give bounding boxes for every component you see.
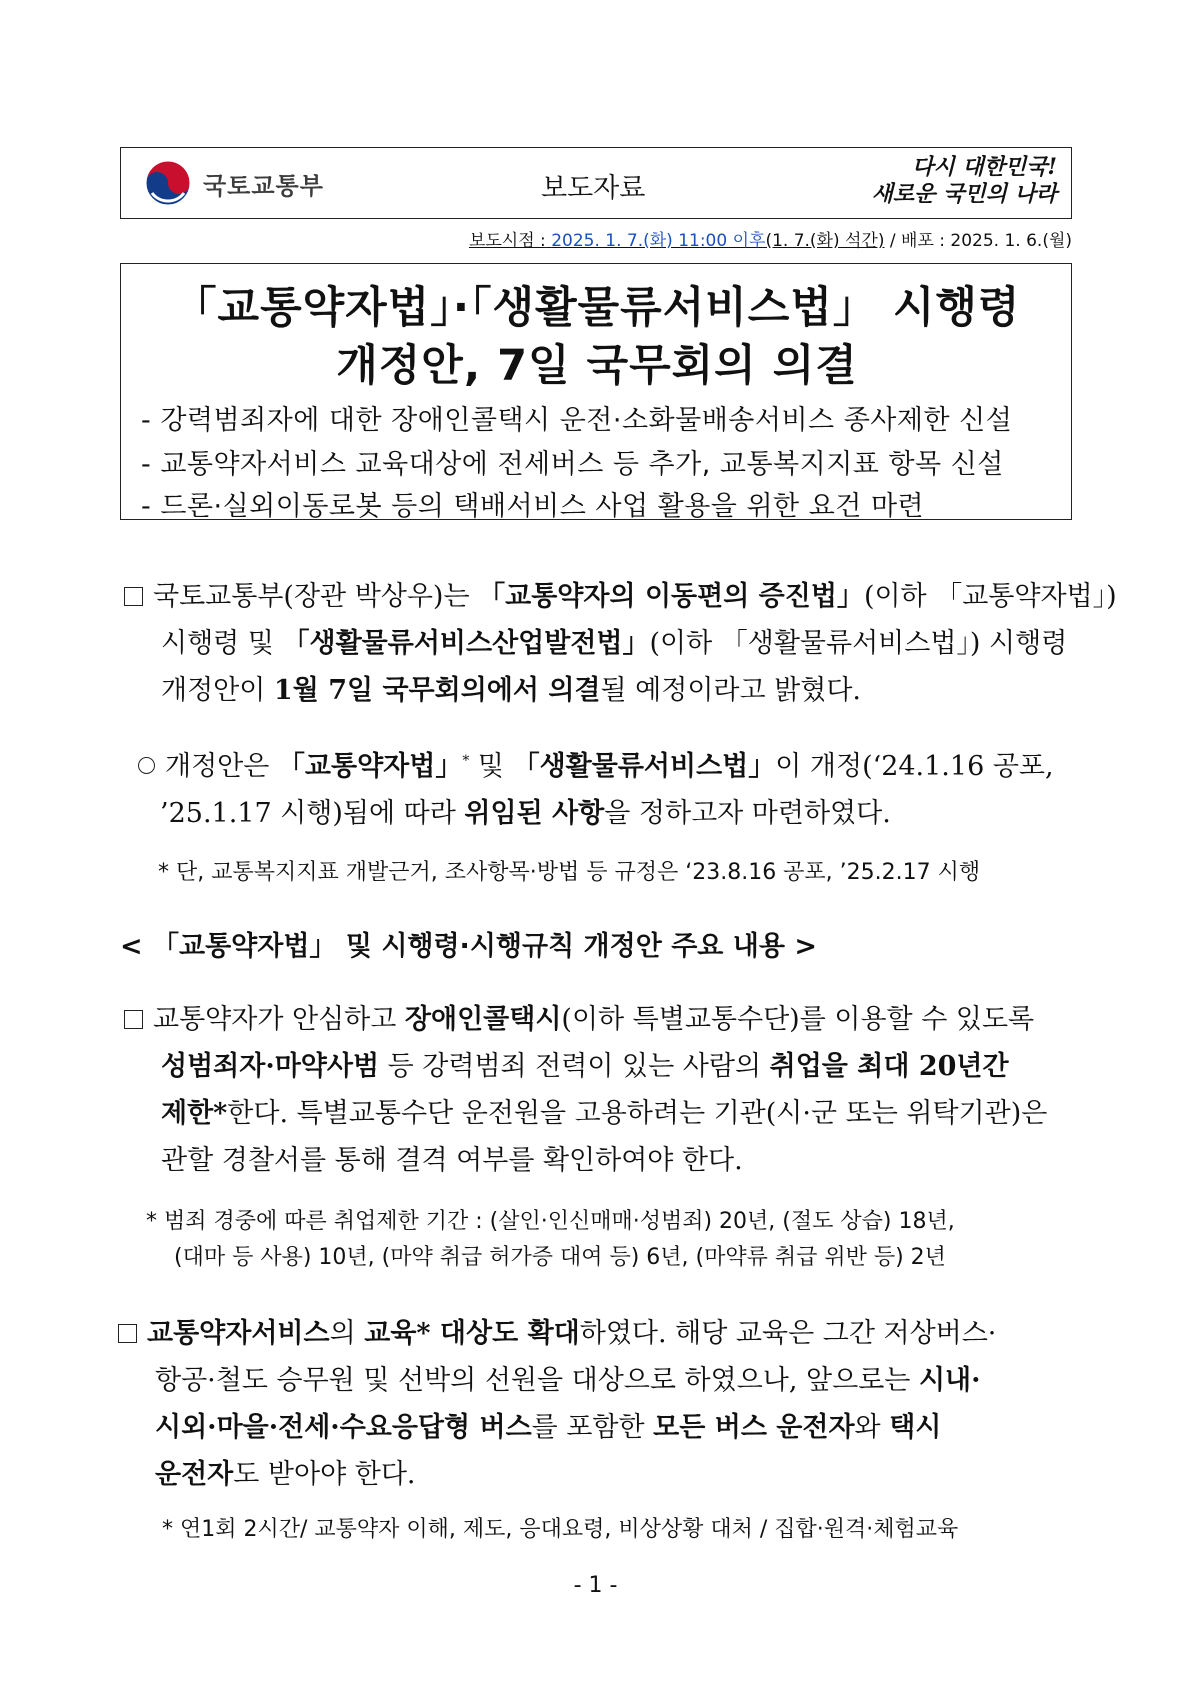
paragraph-1-line-1: 국토교통부(장관 박상우)는 「교통약자의 이동편의 증진법」(이하 「교통약자법」) <box>124 573 1117 620</box>
paragraph-1-line-2: 시행령 및 「생활물류서비스산업발전법」(이하 「생활물류서비스법」) 시행령 <box>161 628 1068 659</box>
release-time-line <box>469 226 1072 251</box>
paragraph-4-line-1: 교통약자서비스의 교육* 대상도 확대하였다. 해당 교육은 그간 저상버스· <box>118 1310 996 1357</box>
footnote-3: * 연1회 2시간/ 교통약자 이해, 제도, 응대요령, 비상상황 대처 / 집합·원격·체험교육 <box>162 1517 959 1542</box>
footnote-2 <box>146 1204 955 1276</box>
slogan-line-2: 새로운 국민의 나라 <box>871 181 1057 207</box>
circle-bullet-icon <box>138 757 155 774</box>
title-line-1: 「교통약자법」·「생활물류서비스법」 시행령 <box>173 283 1021 333</box>
paragraph-2 <box>138 738 1054 837</box>
page-number: - 1 - <box>573 1573 618 1598</box>
square-bullet-icon <box>124 587 143 606</box>
release-time-underlined <box>469 231 885 251</box>
taegeuk-logo-icon <box>143 158 193 208</box>
release-label: 보도시점 : <box>468 231 546 251</box>
paragraph-4 <box>118 1310 996 1498</box>
paragraph-1 <box>124 573 1117 714</box>
slogan <box>845 154 1057 208</box>
paragraph-2-line-2: ’25.1.17 시행)됨에 따라 위임된 사항을 정하고자 마련하였다. <box>160 798 891 829</box>
paragraph-3-line-1: 교통약자가 안심하고 장애인콜택시(이하 특별교통수단)를 이용할 수 있도록 <box>124 996 1047 1043</box>
square-bullet-icon <box>118 1324 137 1343</box>
footnote-2-line-1: * 범죄 경중에 따른 취업제한 기간 : (살인·인신매매·성범죄) 20년, (절도 상습) 18년, <box>146 1209 955 1234</box>
distribution-date: / 배포 : 2025. 1. 6.(월) <box>884 231 1072 251</box>
summary-point-3: - 드론·실외이동로봇 등의 택배서비스 사업 활용을 위한 요건 마련 <box>141 491 925 522</box>
document-type: 보도자료 <box>541 173 646 204</box>
paragraph-4-line-2: 항공·철도 승무원 및 선박의 선원을 대상으로 하였으나, 앞으로는 시내· <box>155 1365 981 1396</box>
paragraph-4-line-4: 운전자도 받아야 한다. <box>155 1459 416 1490</box>
paragraph-2-line-1: 개정안은 「교통약자법」* 및 「생활물류서비스법」이 개정(‘24.1.16 공포, <box>138 738 1054 790</box>
summary-point-1: - 강력범죄자에 대한 장애인콜택시 운전·소화물배송서비스 종사제한 신설 <box>141 405 1013 436</box>
summary-point-2: - 교통약자서비스 교육대상에 전세버스 등 추가, 교통복지지표 항목 신설 <box>141 449 1004 480</box>
slogan-line-1: 다시 대한민국! <box>912 154 1057 180</box>
release-time: 2025. 1. 7.(화) 11:00 이후 <box>551 231 766 251</box>
paragraph-3-line-3: 제한*한다. 특별교통수단 운전원을 고용하려는 기관(시·군 또는 위탁기관)은 <box>161 1098 1048 1129</box>
ministry-name: 국토교통부 <box>203 172 324 200</box>
paragraph-3-line-4: 관할 경찰서를 통해 결격 여부를 확인하여야 한다. <box>161 1145 743 1176</box>
paragraph-3-line-2: 성범죄자·마약사범 등 강력범죄 전력이 있는 사람의 취업을 최대 20년간 <box>161 1051 1009 1082</box>
title-line-2: 개정안, 7일 국무회의 의결 <box>336 341 858 391</box>
paragraph-4-line-3: 시외·마을·전세·수요응답형 버스를 포함한 모든 버스 운전자와 택시 <box>155 1412 942 1443</box>
footnote-2-line-2: (대마 등 사용) 10년, (마약 취급 허가증 대여 등) 6년, (마약류 취급 위반 등) 2년 <box>174 1245 946 1270</box>
square-bullet-icon <box>124 1010 143 1029</box>
press-release-header <box>120 147 1072 219</box>
section-heading: < 「교통약자법」 및 시행령·시행규칙 개정안 주요 내용 > <box>120 931 817 962</box>
paragraph-3 <box>124 996 1047 1184</box>
title-box <box>120 263 1072 520</box>
footnote-1: * 단, 교통복지지표 개발근거, 조사항목·방법 등 규정은 ‘23.8.16 공포, ’25.2.17 시행 <box>158 860 981 885</box>
release-paper: (1. 7.(화) 석간) <box>765 231 885 251</box>
paragraph-1-line-3: 개정안이 1월 7일 국무회의에서 의결될 예정이라고 밝혔다. <box>161 675 862 706</box>
